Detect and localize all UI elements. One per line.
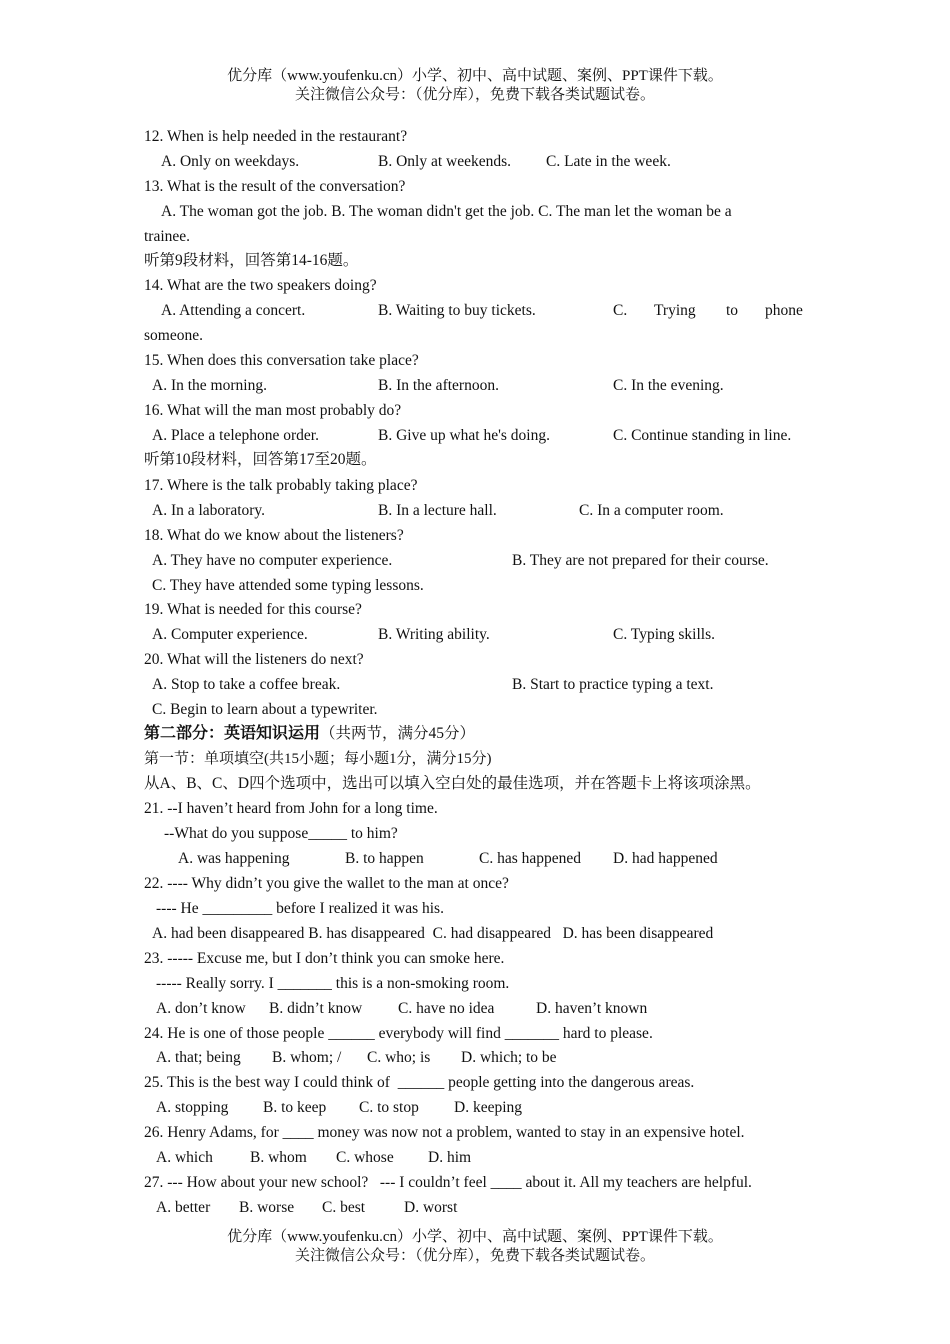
q27-option-d: D. worst [404,1199,458,1216]
q14-option-c-3: to [726,302,739,319]
q17-option-a: A. In a laboratory. [152,502,266,519]
q12-option-a: A. Only on weekdays. [161,153,300,170]
q21-option-c: C. has happened [479,850,582,867]
q14-option-c-1: C. [613,302,628,319]
q18-option-b: B. They are not prepared for their course. [512,552,769,569]
q19-option-a: A. Computer experience. [152,626,308,643]
q14-option-b: B. Waiting to buy tickets. [378,302,536,319]
q17-stem: 17. Where is the talk probably taking place? [144,477,418,494]
q15-option-a: A. In the morning. [152,377,267,394]
q16-option-b: B. Give up what he's doing. [378,427,550,444]
q19-stem: 19. What is needed for this course? [144,601,362,618]
q21-option-d: D. had happened [613,850,718,867]
q23-option-d: D. haven’t known [536,1000,648,1017]
q12-option-b: B. Only at weekends. [378,153,512,170]
q27-stem: 27. --- How about your new school? --- I couldn’t feel ____ about it. All my teachers are helpful. [144,1174,752,1191]
header-line-1: 优分库（www.youfenku.cn）小学、初中、高中试题、案例、PPT课件下载。 [227,68,723,84]
q12-stem: 12. When is help needed in the restaurant? [144,128,408,145]
q27-option-b: B. worse [239,1199,295,1216]
q25-option-d: D. keeping [454,1099,523,1116]
q14-option-a: A. Attending a concert. [161,302,306,319]
q23-stem: 23. ----- Excuse me, but I don’t think you can smoke here. [144,950,505,967]
q12-option-c: C. Late in the week. [546,153,671,170]
q18-option-a: A. They have no computer experience. [152,552,393,569]
q19-option-c: C. Typing skills. [613,626,715,643]
q25-option-a: A. stopping [156,1099,229,1116]
footer-line-1: 优分库（www.youfenku.cn）小学、初中、高中试题、案例、PPT课件下载。 [227,1229,723,1245]
q19-option-b: B. Writing ability. [378,626,490,643]
q18-stem: 18. What do we know about the listeners? [144,527,404,544]
q16-stem: 16. What will the man most probably do? [144,402,402,419]
q23-option-a: A. don’t know [156,1000,246,1017]
q18-option-c: C. They have attended some typing lessons. [152,577,424,594]
q13-options: A. The woman got the job. B. The woman didn't get the job. C. The man let the woman be a [161,203,732,220]
q16-option-a: A. Place a telephone order. [152,427,319,444]
q14-option-cont: someone. [144,327,203,344]
q20-option-a: A. Stop to take a coffee break. [152,676,341,693]
section-1-heading: 第一节：单项填空(共15小题；每小题1分，满分15分) [144,751,492,767]
section-1-instruction: 从A、B、C、D四个选项中，选出可以填入空白处的最佳选项，并在答题卡上将该项涂黑。 [144,775,761,792]
q21-option-a: A. was happening [178,850,290,867]
part-2-score: （共两节，满分45分） [320,725,476,742]
q14-option-c-4: phone [765,302,803,319]
q26-stem: 26. Henry Adams, for ____ money was now not a problem, wanted to stay in an expensive hotel. [144,1124,745,1141]
q17-option-b: B. In a lecture hall. [378,502,497,519]
q14-stem: 14. What are the two speakers doing? [144,277,377,294]
q26-option-a: A. which [156,1149,213,1166]
q20-option-c: C. Begin to learn about a typewriter. [152,701,378,718]
q26-option-c: C. whose [336,1149,394,1166]
part-2-heading [144,724,475,744]
q24-option-c: C. who; is [367,1049,431,1066]
q25-stem: 25. This is the best way I could think of ______ people getting into the dangerous areas. [144,1074,695,1091]
part-2-title: 第二部分：英语知识运用 [144,725,321,742]
q21-stem: 21. --I haven’t heard from John for a long time. [144,800,438,817]
q13-stem: 13. What is the result of the conversation? [144,178,406,195]
q15-option-c: C. In the evening. [613,377,724,394]
q20-option-b: B. Start to practice typing a text. [512,676,714,693]
q23-option-c: C. have no idea [398,1000,495,1017]
q21-option-b: B. to happen [345,850,424,867]
part-9-instruction: 听第9段材料，回答第14-16题。 [144,252,359,269]
q26-option-d: D. him [428,1149,472,1166]
q20-stem: 20. What will the listeners do next? [144,651,364,668]
q24-option-a: A. that; being [156,1049,241,1066]
part-10-instruction: 听第10段材料，回答第17至20题。 [144,451,377,468]
q24-stem: 24. He is one of those people ______ everybody will find _______ hard to please. [144,1025,653,1042]
q25-option-c: C. to stop [359,1099,419,1116]
q24-option-d: D. which; to be [461,1049,557,1066]
q27-option-c: C. best [322,1199,366,1216]
q22-options: A. had been disappeared B. has disappeared C. had disappeared D. has been disappeared [152,925,714,942]
q14-option-c-2: Trying [654,302,696,319]
header-line-2: 关注微信公众号：（优分库），免费下载各类试题试卷。 [294,87,655,103]
q25-option-b: B. to keep [263,1099,327,1116]
q24-option-b: B. whom; / [272,1049,342,1066]
q13-options-cont: trainee. [144,228,191,245]
q27-option-a: A. better [156,1199,211,1216]
q15-option-b: B. In the afternoon. [378,377,499,394]
q15-stem: 15. When does this conversation take place? [144,352,419,369]
q16-option-c: C. Continue standing in line. [613,427,792,444]
q23-reply: ----- Really sorry. I _______ this is a non-smoking room. [156,975,510,992]
q23-option-b: B. didn’t know [269,1000,363,1017]
footer-line-2: 关注微信公众号：（优分库），免费下载各类试题试卷。 [294,1248,655,1264]
q17-option-c: C. In a computer room. [579,502,724,519]
q22-stem: 22. ---- Why didn’t you give the wallet to the man at once? [144,875,509,892]
q26-option-b: B. whom [250,1149,307,1166]
q21-reply: --What do you suppose_____ to him? [164,825,398,842]
q22-reply: ---- He _________ before I realized it was his. [156,900,444,917]
